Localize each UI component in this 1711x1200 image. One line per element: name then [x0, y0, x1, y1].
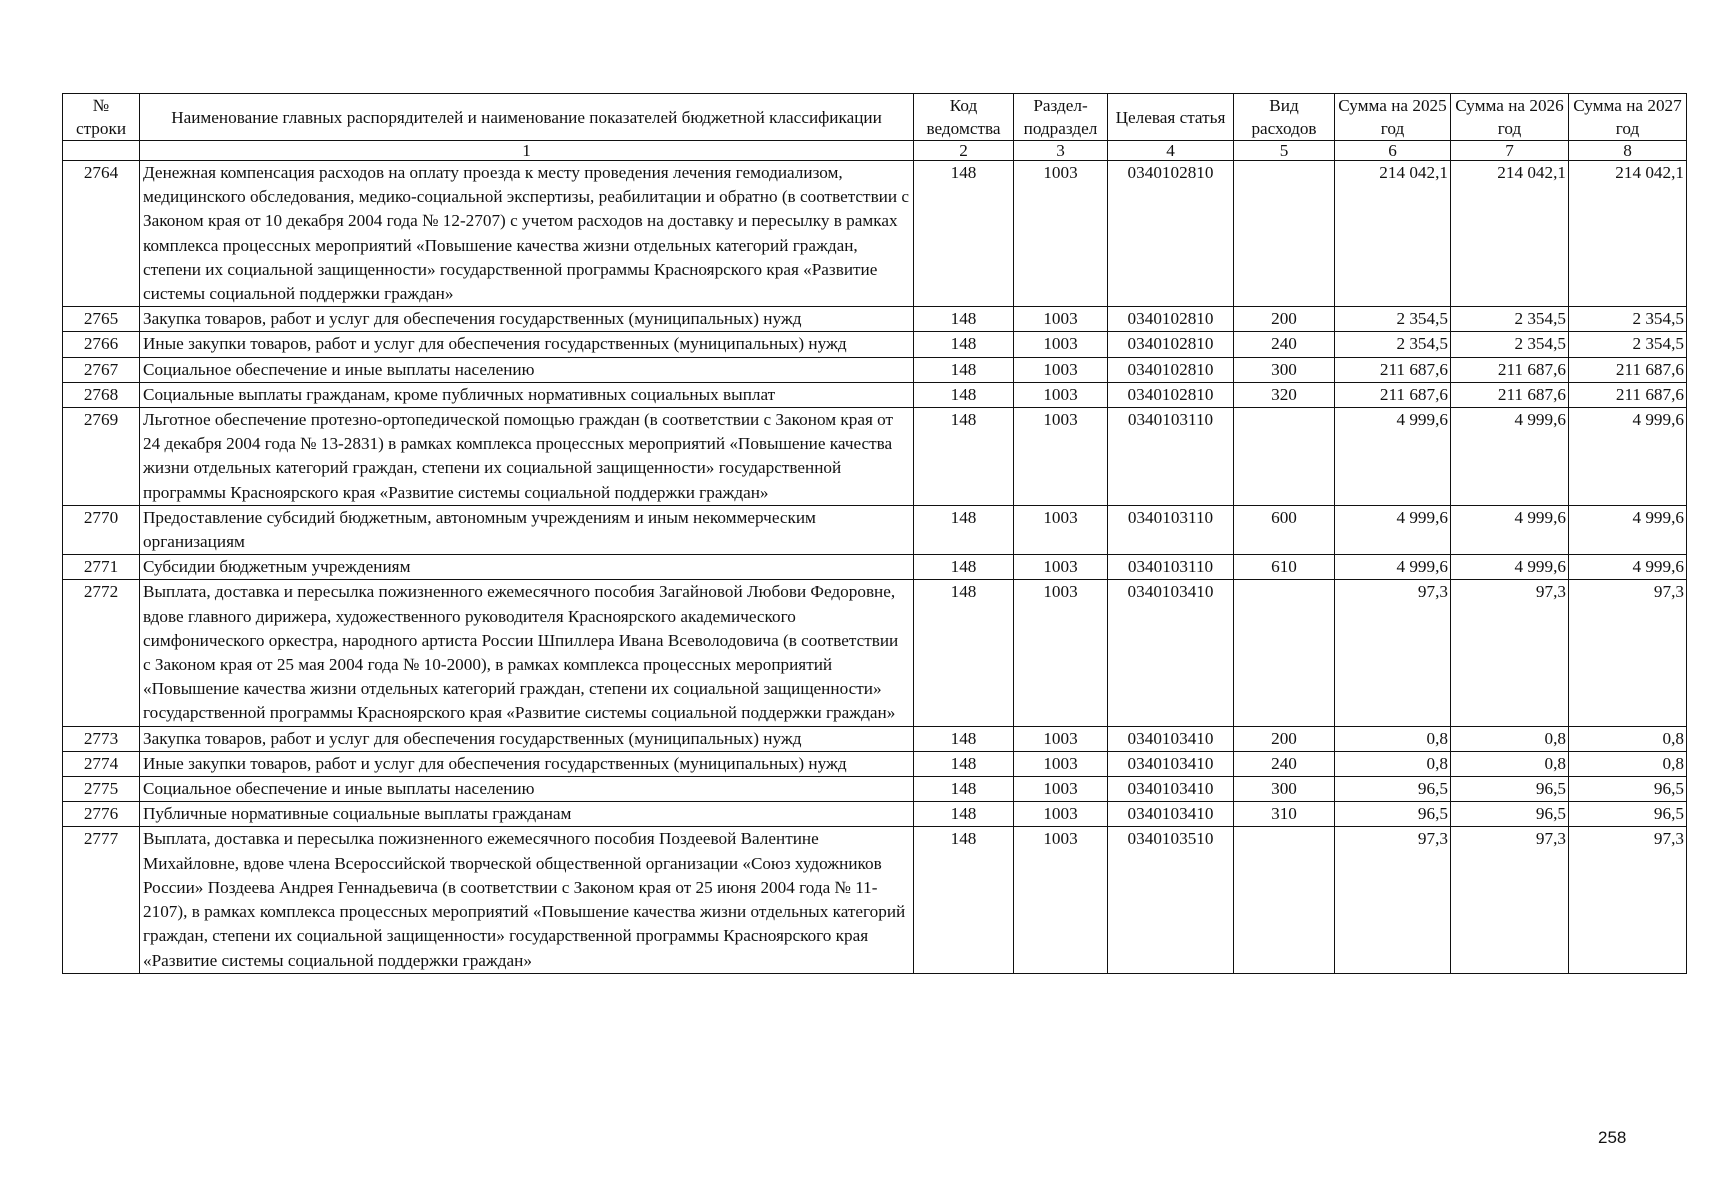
row-sum-2025: 2 354,5 [1335, 307, 1451, 332]
row-target-item: 0340103110 [1108, 505, 1234, 554]
row-sum-2025: 0,8 [1335, 726, 1451, 751]
row-number: 2769 [63, 408, 140, 506]
row-dept-code: 148 [914, 555, 1014, 580]
row-name: Льготное обеспечение протезно-ортопедической помощью граждан (в соответствии с Законом края от 24 декабря 2004 года № 13-2831) в рамках комплекса процессных мероприятий «Повышение качества жизни отдельных категорий граждан, степени их социальной защищенности» государственной программы Красноярского края «Развитие системы социальной поддержки граждан» [140, 408, 914, 506]
row-section: 1003 [1014, 726, 1108, 751]
row-number: 2765 [63, 307, 140, 332]
row-target-item: 0340103410 [1108, 777, 1234, 802]
budget-table-sheet [62, 93, 1686, 974]
row-number: 2770 [63, 505, 140, 554]
table-row [63, 726, 1687, 751]
row-target-item: 0340102810 [1108, 332, 1234, 357]
column-number: 5 [1234, 141, 1335, 161]
row-section: 1003 [1014, 505, 1108, 554]
table-row [63, 802, 1687, 827]
table-row [63, 307, 1687, 332]
header-row [63, 94, 1687, 141]
row-sum-2027: 4 999,6 [1569, 505, 1687, 554]
row-number: 2771 [63, 555, 140, 580]
row-target-item: 0340103410 [1108, 580, 1234, 726]
row-sum-2025: 0,8 [1335, 751, 1451, 776]
row-number: 2773 [63, 726, 140, 751]
row-target-item: 0340103410 [1108, 751, 1234, 776]
row-expense-type [1234, 408, 1335, 506]
row-target-item: 0340102810 [1108, 382, 1234, 407]
row-number: 2768 [63, 382, 140, 407]
table-row [63, 332, 1687, 357]
row-sum-2027: 96,5 [1569, 777, 1687, 802]
row-expense-type: 200 [1234, 726, 1335, 751]
row-name: Публичные нормативные социальные выплаты гражданам [140, 802, 914, 827]
row-name: Иные закупки товаров, работ и услуг для обеспечения государственных (муниципальных) нужд [140, 332, 914, 357]
row-sum-2025: 4 999,6 [1335, 505, 1451, 554]
row-target-item: 0340103410 [1108, 802, 1234, 827]
row-sum-2025: 211 687,6 [1335, 382, 1451, 407]
row-number: 2767 [63, 357, 140, 382]
row-expense-type: 320 [1234, 382, 1335, 407]
row-section: 1003 [1014, 827, 1108, 973]
column-number: 1 [140, 141, 914, 161]
table-row [63, 357, 1687, 382]
row-number: 2764 [63, 161, 140, 307]
row-expense-type: 300 [1234, 777, 1335, 802]
row-section: 1003 [1014, 580, 1108, 726]
row-sum-2027: 96,5 [1569, 802, 1687, 827]
row-section: 1003 [1014, 777, 1108, 802]
row-number: 2774 [63, 751, 140, 776]
row-sum-2027: 214 042,1 [1569, 161, 1687, 307]
row-section: 1003 [1014, 332, 1108, 357]
row-dept-code: 148 [914, 777, 1014, 802]
row-section: 1003 [1014, 161, 1108, 307]
row-expense-type [1234, 827, 1335, 973]
row-target-item: 0340103410 [1108, 726, 1234, 751]
row-name: Социальные выплаты гражданам, кроме публичных нормативных социальных выплат [140, 382, 914, 407]
row-sum-2026: 97,3 [1451, 580, 1569, 726]
table-row [63, 827, 1687, 973]
row-dept-code: 148 [914, 332, 1014, 357]
header-section: Раздел-подраздел [1014, 94, 1108, 141]
row-sum-2026: 2 354,5 [1451, 332, 1569, 357]
row-section: 1003 [1014, 751, 1108, 776]
row-number: 2777 [63, 827, 140, 973]
row-sum-2027: 97,3 [1569, 580, 1687, 726]
row-name: Иные закупки товаров, работ и услуг для обеспечения государственных (муниципальных) нужд [140, 751, 914, 776]
row-dept-code: 148 [914, 802, 1014, 827]
row-sum-2027: 211 687,6 [1569, 357, 1687, 382]
row-target-item: 0340102810 [1108, 307, 1234, 332]
row-sum-2026: 211 687,6 [1451, 357, 1569, 382]
row-number: 2775 [63, 777, 140, 802]
table-row [63, 751, 1687, 776]
row-sum-2027: 0,8 [1569, 726, 1687, 751]
row-target-item: 0340103510 [1108, 827, 1234, 973]
row-sum-2025: 97,3 [1335, 827, 1451, 973]
table-row [63, 580, 1687, 726]
row-sum-2027: 97,3 [1569, 827, 1687, 973]
table-row [63, 161, 1687, 307]
column-number: 8 [1569, 141, 1687, 161]
column-number: 7 [1451, 141, 1569, 161]
header-sum-2027: Сумма на 2027 год [1569, 94, 1687, 141]
row-dept-code: 148 [914, 827, 1014, 973]
row-name: Предоставление субсидий бюджетным, автономным учреждениям и иным некоммерческим организациям [140, 505, 914, 554]
header-sum-2025: Сумма на 2025 год [1335, 94, 1451, 141]
row-sum-2026: 0,8 [1451, 751, 1569, 776]
row-target-item: 0340103110 [1108, 408, 1234, 506]
row-sum-2027: 2 354,5 [1569, 307, 1687, 332]
header-dept-code: Код ведомства [914, 94, 1014, 141]
row-expense-type: 240 [1234, 751, 1335, 776]
row-sum-2025: 2 354,5 [1335, 332, 1451, 357]
row-expense-type: 200 [1234, 307, 1335, 332]
row-dept-code: 148 [914, 382, 1014, 407]
row-dept-code: 148 [914, 580, 1014, 726]
row-expense-type [1234, 161, 1335, 307]
column-number-row [63, 141, 1687, 161]
table-row [63, 555, 1687, 580]
row-name: Выплата, доставка и пересылка пожизненного ежемесячного пособия Загайновой Любови Федоровне, вдове главного дирижера, художественного руководителя Красноярского академического симфонического оркестра, народного артиста России Шпиллера Ивана Всеволодовича (в соответствии с Законом края от 25 мая 2004 года № 10-2000), в рамках комплекса процессных мероприятий «Повышение качества жизни отдельных категорий граждан, степени их социальной защищенности» государственной программы Красноярского края «Развитие системы социальной поддержки граждан» [140, 580, 914, 726]
row-sum-2026: 214 042,1 [1451, 161, 1569, 307]
row-name: Закупка товаров, работ и услуг для обеспечения государственных (муниципальных) нужд [140, 307, 914, 332]
budget-table [62, 93, 1687, 974]
row-expense-type: 300 [1234, 357, 1335, 382]
row-sum-2026: 4 999,6 [1451, 505, 1569, 554]
table-row [63, 777, 1687, 802]
row-section: 1003 [1014, 382, 1108, 407]
header-expense-type: Вид расходов [1234, 94, 1335, 141]
row-target-item: 0340103110 [1108, 555, 1234, 580]
row-dept-code: 148 [914, 307, 1014, 332]
row-name: Социальное обеспечение и иные выплаты населению [140, 357, 914, 382]
row-section: 1003 [1014, 555, 1108, 580]
row-number: 2766 [63, 332, 140, 357]
row-sum-2027: 2 354,5 [1569, 332, 1687, 357]
row-target-item: 0340102810 [1108, 161, 1234, 307]
row-number: 2772 [63, 580, 140, 726]
table-row [63, 408, 1687, 506]
row-target-item: 0340102810 [1108, 357, 1234, 382]
page-number: 258 [1598, 1128, 1627, 1147]
row-name: Денежная компенсация расходов на оплату проезда к месту проведения лечения гемодиализом, медицинского обследования, медико-социальной экспертизы, реабилитации и обратно (в соответствии с Законом края от 10 декабря 2004 года № 12-2707) с учетом расходов на доставку и пересылку в рамках комплекса процессных мероприятий «Повышение качества жизни отдельных категорий граждан, степени их социальной защищенности» государственной программы Красноярского края «Развитие системы социальной поддержки граждан» [140, 161, 914, 307]
row-expense-type [1234, 580, 1335, 726]
row-sum-2026: 0,8 [1451, 726, 1569, 751]
row-name: Социальное обеспечение и иные выплаты населению [140, 777, 914, 802]
row-expense-type: 610 [1234, 555, 1335, 580]
header-target-item: Целевая статья [1108, 94, 1234, 141]
column-number: 6 [1335, 141, 1451, 161]
row-sum-2026: 4 999,6 [1451, 408, 1569, 506]
row-section: 1003 [1014, 408, 1108, 506]
column-number: 3 [1014, 141, 1108, 161]
row-sum-2025: 4 999,6 [1335, 555, 1451, 580]
row-name: Субсидии бюджетным учреждениям [140, 555, 914, 580]
row-section: 1003 [1014, 802, 1108, 827]
row-number: 2776 [63, 802, 140, 827]
row-sum-2027: 4 999,6 [1569, 408, 1687, 506]
row-dept-code: 148 [914, 161, 1014, 307]
row-sum-2026: 211 687,6 [1451, 382, 1569, 407]
row-sum-2025: 96,5 [1335, 802, 1451, 827]
row-name: Закупка товаров, работ и услуг для обеспечения государственных (муниципальных) нужд [140, 726, 914, 751]
row-sum-2025: 96,5 [1335, 777, 1451, 802]
row-dept-code: 148 [914, 726, 1014, 751]
row-dept-code: 148 [914, 357, 1014, 382]
row-expense-type: 240 [1234, 332, 1335, 357]
row-sum-2026: 2 354,5 [1451, 307, 1569, 332]
row-sum-2026: 96,5 [1451, 777, 1569, 802]
header-name: Наименование главных распорядителей и наименование показателей бюджетной классификации [140, 94, 914, 141]
row-sum-2026: 96,5 [1451, 802, 1569, 827]
row-sum-2025: 97,3 [1335, 580, 1451, 726]
row-sum-2027: 0,8 [1569, 751, 1687, 776]
row-section: 1003 [1014, 357, 1108, 382]
column-number: 4 [1108, 141, 1234, 161]
row-sum-2025: 211 687,6 [1335, 357, 1451, 382]
row-dept-code: 148 [914, 408, 1014, 506]
row-expense-type: 600 [1234, 505, 1335, 554]
row-dept-code: 148 [914, 751, 1014, 776]
row-sum-2025: 4 999,6 [1335, 408, 1451, 506]
column-number [63, 141, 140, 161]
row-name: Выплата, доставка и пересылка пожизненного ежемесячного пособия Поздеевой Валентине Михайловне, вдове члена Всероссийской творческой общественной организации «Союз художников России» Поздеева Андрея Геннадьевича (в соответствии с Законом края от 25 июня 2004 года № 11-2107), в рамках комплекса процессных мероприятий «Повышение качества жизни отдельных категорий граждан, степени их социальной защищенности» государственной программы Красноярского края «Развитие системы социальной поддержки граждан» [140, 827, 914, 973]
column-number: 2 [914, 141, 1014, 161]
table-row [63, 382, 1687, 407]
row-sum-2027: 211 687,6 [1569, 382, 1687, 407]
header-row-no: № строки [63, 94, 140, 141]
row-expense-type: 310 [1234, 802, 1335, 827]
header-sum-2026: Сумма на 2026 год [1451, 94, 1569, 141]
row-sum-2026: 97,3 [1451, 827, 1569, 973]
row-dept-code: 148 [914, 505, 1014, 554]
row-section: 1003 [1014, 307, 1108, 332]
row-sum-2027: 4 999,6 [1569, 555, 1687, 580]
row-sum-2026: 4 999,6 [1451, 555, 1569, 580]
row-sum-2025: 214 042,1 [1335, 161, 1451, 307]
table-row [63, 505, 1687, 554]
